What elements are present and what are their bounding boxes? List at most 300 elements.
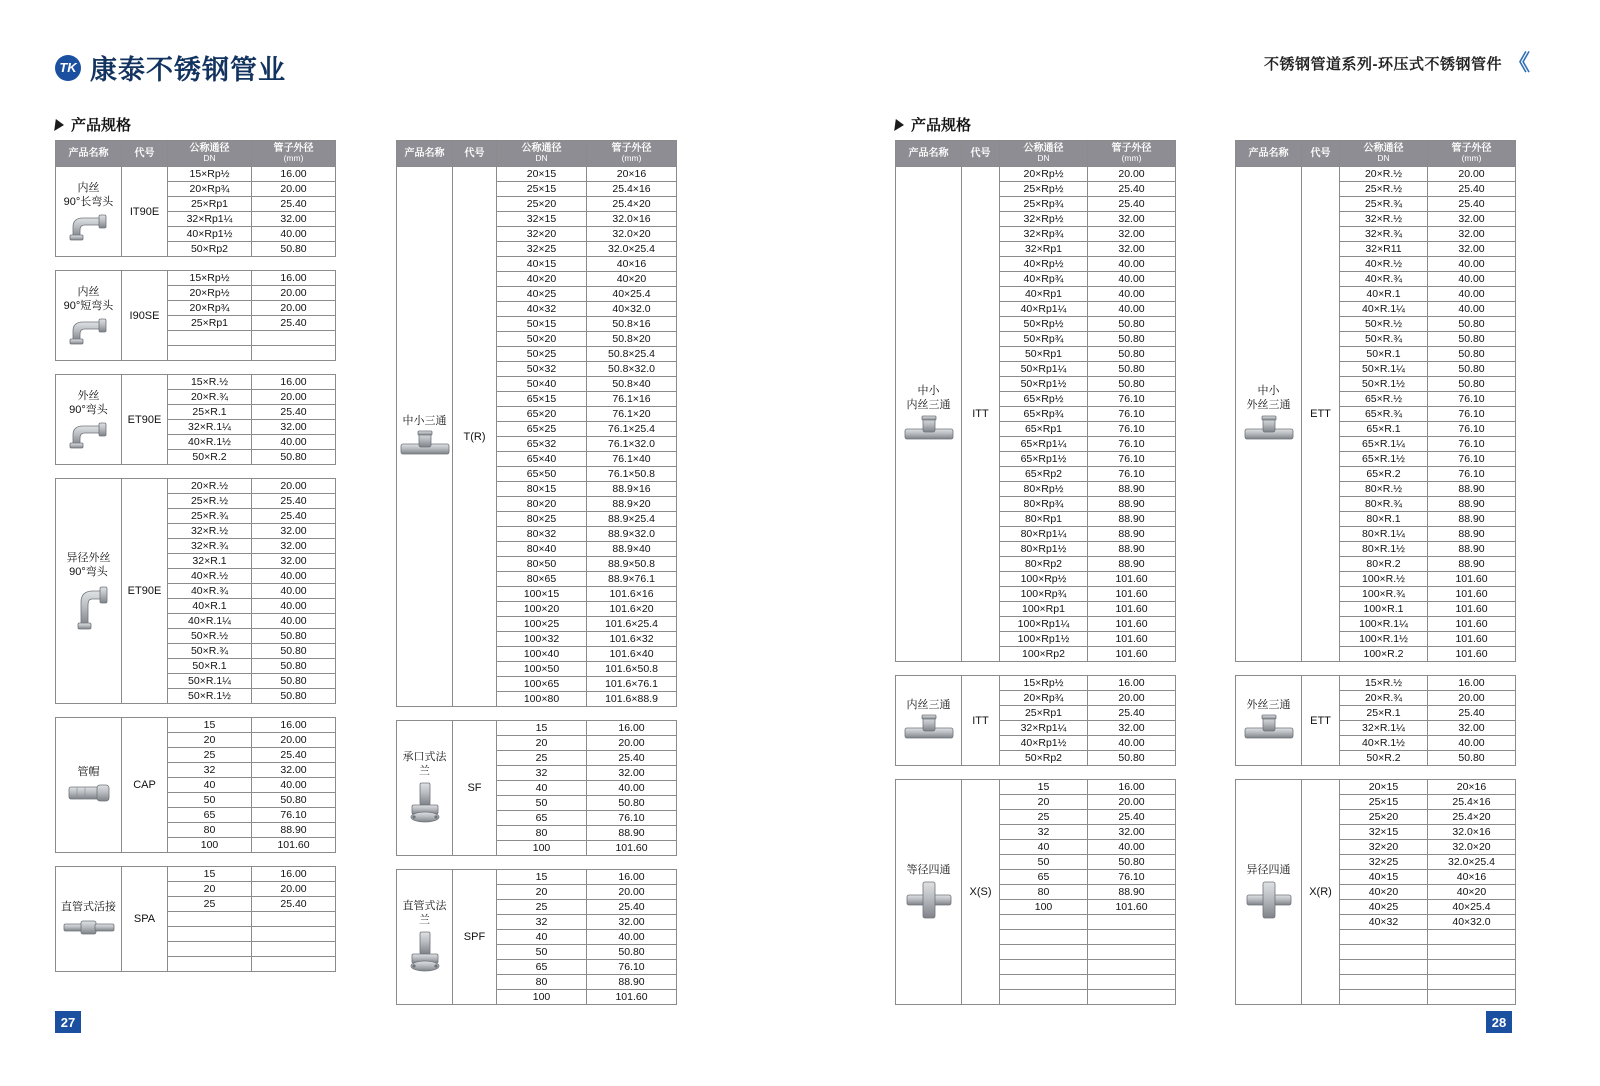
table-header-row (1236, 141, 1516, 167)
od-cell: 40.00 (1088, 302, 1176, 317)
product-name-cell (56, 271, 122, 361)
dn-cell: 65×R.1½ (1340, 452, 1428, 467)
dn-cell: 40×R.½ (1340, 257, 1428, 272)
od-cell: 32.00 (587, 766, 677, 781)
dn-cell: 100×Rp¾ (1000, 587, 1088, 602)
dn-cell: 40×R.1½ (168, 435, 252, 450)
od-cell: 88.90 (587, 975, 677, 990)
table-row (1236, 676, 1516, 691)
dn-cell: 65 (497, 811, 587, 826)
od-cell: 50.80 (1088, 317, 1176, 332)
od-cell: 50.80 (1428, 377, 1516, 392)
dn-cell (1340, 945, 1428, 960)
dn-cell: 40×R.¾ (1340, 272, 1428, 287)
od-cell: 50.8×25.4 (587, 347, 677, 362)
dn-cell: 80×R.1½ (1340, 542, 1428, 557)
straight-union-icon (62, 917, 116, 937)
dn-cell: 20×15 (1340, 780, 1428, 795)
group-spacer (56, 853, 336, 867)
table-row (896, 167, 1176, 182)
od-cell: 25.40 (252, 197, 336, 212)
od-cell: 50.80 (252, 689, 336, 704)
od-cell (1428, 990, 1516, 1005)
product-name-cell (1236, 676, 1302, 766)
od-cell: 101.60 (587, 990, 677, 1005)
od-cell: 88.9×50.8 (587, 557, 677, 572)
dn-cell: 25 (497, 751, 587, 766)
cross-reducing-icon (1245, 880, 1293, 920)
od-cell: 25.40 (587, 751, 677, 766)
od-cell: 32.00 (252, 420, 336, 435)
dn-cell (1000, 990, 1088, 1005)
dn-cell: 50×Rp1½ (1000, 377, 1088, 392)
od-cell: 40.00 (252, 599, 336, 614)
od-cell: 101.60 (1428, 572, 1516, 587)
dn-cell: 25×Rp½ (1000, 182, 1088, 197)
product-code-cell: SPF (453, 870, 497, 1005)
dn-cell: 65×32 (497, 437, 587, 452)
triangle-bullet-icon (894, 119, 905, 131)
od-cell: 76.10 (1428, 407, 1516, 422)
od-cell: 32.00 (1428, 212, 1516, 227)
od-cell (1428, 930, 1516, 945)
dn-cell: 32×R.¾ (1340, 227, 1428, 242)
dn-cell: 80×R.2 (1340, 557, 1428, 572)
od-cell: 101.60 (1088, 617, 1176, 632)
dn-cell: 20 (168, 882, 252, 897)
dn-cell: 32×R.1 (168, 554, 252, 569)
dn-cell: 32×R.½ (1340, 212, 1428, 227)
dn-cell: 50×R.2 (168, 450, 252, 465)
chevron-left-icon: 《 (1507, 50, 1530, 75)
dn-cell (1340, 975, 1428, 990)
dn-cell: 40×Rp1 (1000, 287, 1088, 302)
dn-cell: 100×R.1 (1340, 602, 1428, 617)
table-row (56, 167, 336, 182)
od-cell: 40.00 (1088, 840, 1176, 855)
col-header-name: 产品名称 (56, 141, 122, 167)
dn-cell: 20×R.½ (1340, 167, 1428, 182)
dn-cell: 65 (497, 960, 587, 975)
dn-cell: 40×25 (497, 287, 587, 302)
od-cell: 50.80 (252, 644, 336, 659)
dn-cell: 25×15 (497, 182, 587, 197)
od-cell: 101.6×20 (587, 602, 677, 617)
od-cell (1088, 990, 1176, 1005)
dn-cell: 40×R.1½ (1340, 736, 1428, 751)
dn-cell: 100 (497, 841, 587, 856)
od-cell: 50.8×40 (587, 377, 677, 392)
od-cell: 50.80 (252, 793, 336, 808)
od-cell: 101.60 (1428, 647, 1516, 662)
od-cell: 88.90 (1428, 557, 1516, 572)
od-cell: 88.90 (1088, 885, 1176, 900)
product-name-text: 直管式活接 (61, 901, 116, 914)
od-cell: 88.90 (1088, 512, 1176, 527)
od-cell (1428, 960, 1516, 975)
dn-cell: 32×Rp1¼ (1000, 721, 1088, 736)
dn-cell: 25×20 (497, 197, 587, 212)
od-cell: 50.8×20 (587, 332, 677, 347)
dn-cell: 80×R.½ (1340, 482, 1428, 497)
dn-cell: 40×Rp1½ (1000, 736, 1088, 751)
od-cell: 32.00 (1428, 227, 1516, 242)
od-cell: 25.4×20 (1428, 810, 1516, 825)
od-cell: 40.00 (1088, 257, 1176, 272)
dn-cell: 15 (497, 870, 587, 885)
dn-cell: 50×Rp1 (1000, 347, 1088, 362)
product-code-cell: ET90E (122, 375, 168, 465)
logo-text: 康泰不锈钢管业 (90, 55, 286, 86)
dn-cell: 32×Rp1¼ (168, 212, 252, 227)
dn-cell: 100×Rp½ (1000, 572, 1088, 587)
od-cell: 101.6×88.9 (587, 692, 677, 707)
dn-cell: 32×R.¾ (168, 539, 252, 554)
od-cell: 25.40 (1428, 182, 1516, 197)
od-cell: 25.40 (252, 897, 336, 912)
product-name-text: 外丝 90°弯头 (69, 389, 108, 416)
dn-cell: 20 (497, 736, 587, 751)
col-header-od: 管子外径 (mm) (1428, 141, 1516, 167)
od-cell: 16.00 (587, 870, 677, 885)
table-row (397, 721, 677, 736)
od-cell: 76.1×50.8 (587, 467, 677, 482)
od-cell: 25.40 (252, 748, 336, 763)
product-name-text: 异径四通 (1246, 864, 1291, 877)
od-cell (252, 331, 336, 346)
section-title-right-text: 产品规格 (911, 117, 972, 134)
od-cell: 25.4×20 (587, 197, 677, 212)
dn-cell: 80×25 (497, 512, 587, 527)
od-cell: 25.40 (587, 900, 677, 915)
section-title-left-text: 产品规格 (71, 117, 132, 134)
od-cell: 40.00 (587, 930, 677, 945)
dn-cell: 15 (497, 721, 587, 736)
product-name-cell (56, 167, 122, 257)
group-spacer (56, 704, 336, 718)
product-code-cell: ITT (962, 676, 1000, 766)
dn-cell: 80×R.1 (1340, 512, 1428, 527)
od-cell: 101.60 (1428, 617, 1516, 632)
table-row (1236, 780, 1516, 795)
dn-cell: 50×R.1¼ (168, 674, 252, 689)
product-name-cell (896, 676, 962, 766)
col-header-dn: 公称通径 DN (1340, 141, 1428, 167)
od-cell: 101.6×40 (587, 647, 677, 662)
od-cell: 40×32.0 (587, 302, 677, 317)
dn-cell: 50 (168, 793, 252, 808)
product-name-cell (56, 718, 122, 853)
od-cell: 40×20 (1428, 885, 1516, 900)
dn-cell: 40×20 (497, 272, 587, 287)
dn-cell: 65×Rp1¼ (1000, 437, 1088, 452)
dn-cell: 65×Rp2 (1000, 467, 1088, 482)
dn-cell: 32×Rp1 (1000, 242, 1088, 257)
od-cell: 101.60 (1088, 572, 1176, 587)
od-cell: 76.1×16 (587, 392, 677, 407)
od-cell: 88.9×20 (587, 497, 677, 512)
dn-cell: 65×R.1 (1340, 422, 1428, 437)
group-spacer (56, 972, 336, 986)
dn-cell: 100×Rp2 (1000, 647, 1088, 662)
dn-cell: 20×15 (497, 167, 587, 182)
od-cell: 101.60 (1088, 900, 1176, 915)
dn-cell: 50×R.2 (1340, 751, 1428, 766)
od-cell: 76.1×40 (587, 452, 677, 467)
od-cell: 88.90 (1088, 482, 1176, 497)
product-name-cell (56, 479, 122, 704)
dn-cell: 65×25 (497, 422, 587, 437)
od-cell (252, 942, 336, 957)
od-cell: 32.00 (252, 212, 336, 227)
dn-cell: 25×15 (1340, 795, 1428, 810)
dn-cell: 32 (168, 763, 252, 778)
od-cell: 25.40 (252, 405, 336, 420)
product-name-text: 直管式法兰 (402, 900, 447, 926)
dn-cell: 50×Rp½ (1000, 317, 1088, 332)
od-cell: 88.90 (1428, 527, 1516, 542)
dn-cell: 65×50 (497, 467, 587, 482)
od-cell: 50.80 (587, 945, 677, 960)
dn-cell: 15 (168, 867, 252, 882)
dn-cell (1340, 960, 1428, 975)
od-cell (1088, 930, 1176, 945)
dn-cell: 32×Rp¾ (1000, 227, 1088, 242)
dn-cell: 40×25 (1340, 900, 1428, 915)
od-cell: 20.00 (1428, 167, 1516, 182)
dn-cell (1000, 975, 1088, 990)
od-cell: 20.00 (1088, 167, 1176, 182)
od-cell: 16.00 (252, 718, 336, 733)
dn-cell: 40×32 (1340, 915, 1428, 930)
od-cell: 88.90 (587, 826, 677, 841)
od-cell: 101.60 (1428, 602, 1516, 617)
od-cell: 50.8×16 (587, 317, 677, 332)
dn-cell: 32×20 (1340, 840, 1428, 855)
od-cell: 101.60 (252, 838, 336, 853)
section-title-right (895, 114, 971, 135)
dn-cell: 32 (497, 766, 587, 781)
dn-cell: 65×R.½ (1340, 392, 1428, 407)
od-cell: 20.00 (587, 736, 677, 751)
dn-cell: 80×Rp1¼ (1000, 527, 1088, 542)
elbow-male-icon (67, 419, 111, 449)
dn-cell: 65×R.1¼ (1340, 437, 1428, 452)
dn-cell: 40×Rp½ (1000, 257, 1088, 272)
spec-table (895, 140, 1176, 1019)
od-cell: 32.00 (1428, 242, 1516, 257)
tee-reducing-icon (399, 430, 451, 458)
od-cell: 50.80 (1088, 362, 1176, 377)
od-cell: 32.00 (252, 763, 336, 778)
od-cell: 32.0×16 (1428, 825, 1516, 840)
od-cell (252, 346, 336, 361)
dn-cell: 65×40 (497, 452, 587, 467)
od-cell: 16.00 (252, 867, 336, 882)
dn-cell: 20×Rp½ (168, 286, 252, 301)
dn-cell: 40 (1000, 840, 1088, 855)
od-cell: 76.10 (1088, 452, 1176, 467)
group-spacer (896, 766, 1176, 780)
dn-cell: 65×Rp¾ (1000, 407, 1088, 422)
od-cell: 50.80 (1088, 855, 1176, 870)
dn-cell: 32×R.½ (168, 524, 252, 539)
product-code-cell: T(R) (453, 167, 497, 707)
straight-flange-icon (408, 930, 442, 974)
col-header-name: 产品名称 (1236, 141, 1302, 167)
od-cell (252, 912, 336, 927)
od-cell: 25.40 (1088, 182, 1176, 197)
dn-cell (1340, 990, 1428, 1005)
od-cell: 101.60 (1088, 602, 1176, 617)
dn-cell: 80×Rp1 (1000, 512, 1088, 527)
dn-cell (168, 912, 252, 927)
dn-cell: 25×R.¾ (168, 509, 252, 524)
od-cell: 40×32.0 (1428, 915, 1516, 930)
dn-cell: 100×25 (497, 617, 587, 632)
product-code-cell: ETT (1302, 676, 1340, 766)
dn-cell: 32×25 (1340, 855, 1428, 870)
dn-cell: 32×R11 (1340, 242, 1428, 257)
od-cell: 101.60 (1428, 632, 1516, 647)
od-cell: 76.10 (1088, 392, 1176, 407)
dn-cell: 25 (497, 900, 587, 915)
dn-cell: 25×Rp¾ (1000, 197, 1088, 212)
dn-cell: 100×50 (497, 662, 587, 677)
dn-cell: 40×15 (497, 257, 587, 272)
dn-cell: 50×R.½ (1340, 317, 1428, 332)
dn-cell: 15×Rp½ (168, 271, 252, 286)
product-name-text: 管帽 (77, 766, 100, 779)
od-cell: 50.8×32.0 (587, 362, 677, 377)
product-name-cell (1236, 780, 1302, 1005)
od-cell: 40.00 (252, 435, 336, 450)
od-cell: 88.90 (1088, 527, 1176, 542)
od-cell: 25.40 (1428, 706, 1516, 721)
dn-cell: 50×15 (497, 317, 587, 332)
od-cell: 25.4×16 (587, 182, 677, 197)
od-cell: 88.9×32.0 (587, 527, 677, 542)
od-cell: 25.40 (1088, 197, 1176, 212)
dn-cell: 20×Rp½ (1000, 167, 1088, 182)
od-cell: 40.00 (252, 569, 336, 584)
elbow-male-reducing-icon (69, 582, 109, 630)
dn-cell: 100×20 (497, 602, 587, 617)
dn-cell: 40×R.1¼ (168, 614, 252, 629)
od-cell: 32.00 (252, 539, 336, 554)
od-cell: 40.00 (1428, 736, 1516, 751)
product-name-cell (397, 721, 453, 856)
od-cell: 50.80 (252, 450, 336, 465)
od-cell: 76.10 (1088, 870, 1176, 885)
dn-cell: 20×Rp¾ (1000, 691, 1088, 706)
dn-cell (168, 957, 252, 972)
dn-cell: 20×R.¾ (168, 390, 252, 405)
product-name-cell (397, 870, 453, 1005)
od-cell: 20.00 (252, 390, 336, 405)
od-cell: 32.00 (1088, 721, 1176, 736)
dn-cell: 80×50 (497, 557, 587, 572)
od-cell: 76.10 (587, 811, 677, 826)
group-spacer (56, 465, 336, 479)
dn-cell: 32×15 (497, 212, 587, 227)
dn-cell: 80×32 (497, 527, 587, 542)
dn-cell: 25 (1000, 810, 1088, 825)
od-cell (252, 927, 336, 942)
product-name-text: 异径外丝 90°弯头 (66, 552, 111, 578)
product-name-text: 中小 内丝三通 (906, 385, 951, 411)
od-cell: 40.00 (252, 614, 336, 629)
od-cell: 20.00 (252, 182, 336, 197)
dn-cell: 100×R.1½ (1340, 632, 1428, 647)
dn-cell: 25×Rp1 (1000, 706, 1088, 721)
dn-cell (1000, 915, 1088, 930)
dn-cell: 80×R.1¼ (1340, 527, 1428, 542)
dn-cell: 80 (168, 823, 252, 838)
od-cell: 40.00 (252, 584, 336, 599)
dn-cell: 65×Rp½ (1000, 392, 1088, 407)
od-cell: 32.00 (1088, 242, 1176, 257)
product-name-cell (397, 167, 453, 707)
product-code-cell: IT90E (122, 167, 168, 257)
dn-cell: 25×Rp1 (168, 316, 252, 331)
od-cell: 50.80 (252, 659, 336, 674)
dn-cell: 80×Rp½ (1000, 482, 1088, 497)
col-header-dn: 公称通径 DN (1000, 141, 1088, 167)
spec-table (1235, 140, 1516, 1019)
product-code-cell: ET90E (122, 479, 168, 704)
od-cell (1088, 915, 1176, 930)
table-header-row (56, 141, 336, 167)
od-cell: 40×16 (1428, 870, 1516, 885)
dn-cell (1340, 930, 1428, 945)
dn-cell: 80×20 (497, 497, 587, 512)
dn-cell: 100×65 (497, 677, 587, 692)
od-cell: 25.40 (252, 316, 336, 331)
spec-table (396, 140, 677, 1019)
od-cell: 25.40 (1088, 810, 1176, 825)
col-header-code: 代号 (122, 141, 168, 167)
dn-cell: 40 (168, 778, 252, 793)
dn-cell: 80×40 (497, 542, 587, 557)
page-number-right: 28 (1486, 1011, 1512, 1033)
dn-cell: 100×Rp1¼ (1000, 617, 1088, 632)
od-cell: 20.00 (252, 301, 336, 316)
dn-cell: 50×Rp2 (168, 242, 252, 257)
od-cell: 76.10 (1428, 437, 1516, 452)
tee-male-equal-icon (1243, 714, 1295, 742)
dn-cell: 50×Rp2 (1000, 751, 1088, 766)
od-cell: 50.80 (252, 629, 336, 644)
od-cell: 25.40 (1088, 706, 1176, 721)
col-header-dn: 公称通径 DN (497, 141, 587, 167)
dn-cell: 25×R.1 (1340, 706, 1428, 721)
od-cell: 101.60 (1088, 587, 1176, 602)
od-cell: 76.10 (1088, 467, 1176, 482)
dn-cell: 50×R.½ (168, 629, 252, 644)
od-cell: 76.10 (1428, 392, 1516, 407)
product-name-text: 外丝三通 (1246, 698, 1291, 711)
od-cell: 76.10 (1088, 437, 1176, 452)
od-cell: 20.00 (1088, 795, 1176, 810)
od-cell: 40.00 (587, 781, 677, 796)
group-spacer (397, 707, 677, 721)
od-cell: 88.9×76.1 (587, 572, 677, 587)
dn-cell: 40×R.1 (1340, 287, 1428, 302)
od-cell: 88.9×16 (587, 482, 677, 497)
dn-cell (168, 942, 252, 957)
dn-cell: 100×32 (497, 632, 587, 647)
